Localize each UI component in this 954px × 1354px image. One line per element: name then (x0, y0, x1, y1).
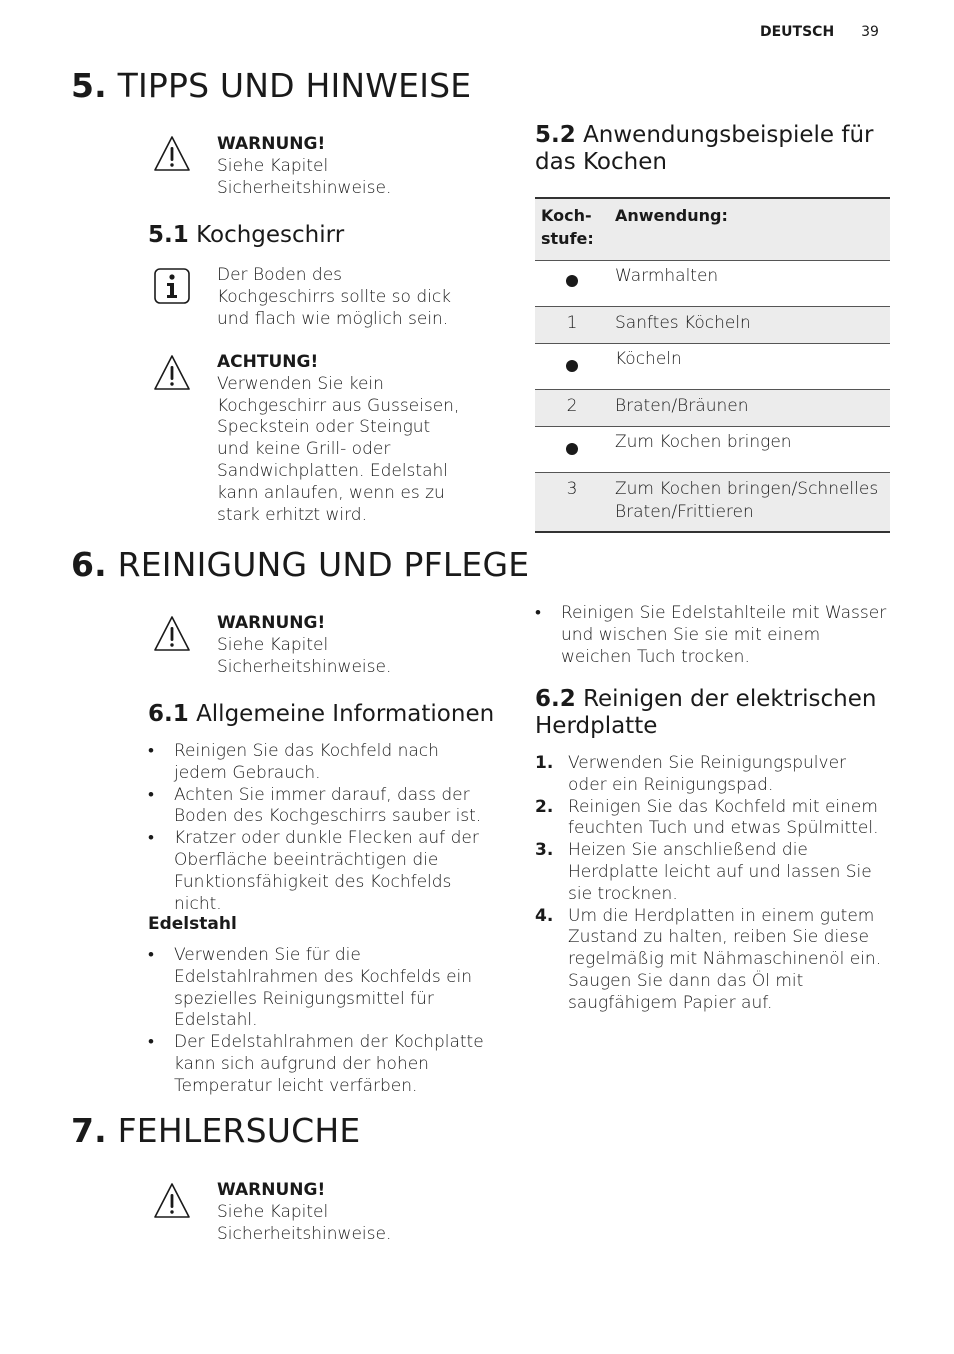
section-6-title: 6. REINIGUNG UND PFLEGE (71, 545, 530, 584)
page-header (760, 22, 890, 42)
list-item: • Verwenden Sie für die Edelstahlrahmen des Kochfelds ein spezielles Reinigungsmittel für Edelstahl. (148, 945, 493, 1032)
level-dot-icon (566, 360, 578, 372)
list-item: 2. Reinigen Sie das Kochfeld mit einem feuchten Tuch und etwas Spülmittel. (535, 796, 879, 839)
right-bullets (535, 603, 895, 668)
edelstahl-bullets (148, 945, 493, 1098)
page-number: 39 (861, 24, 879, 40)
section-5-title: 5. TIPPS UND HINWEISE (71, 66, 472, 105)
warning-box-5 (217, 134, 487, 199)
table-row: Zum Kochen bringen (535, 427, 890, 473)
list-item: 3. Heizen Sie anschließend die Herdplatte leicht auf und lassen Sie sie trocknen. (535, 840, 872, 904)
caution-box: ACHTUNG! Verwenden Sie kein Kochgeschirr aus Gusseisen, Speckstein oder Steingut und keine Grill- oder Sandwichplatten. Edelstahl kann anlaufen, wenn es zu stark erhitzt wird. (217, 352, 487, 526)
table-row: 2 Braten/Bräunen (535, 390, 890, 427)
cleaning-bullets (148, 741, 493, 915)
table-row: 3 Zum Kochen bringen/Schnelles Braten/Frittieren (535, 473, 890, 532)
table-header-level: Koch- stufe: (535, 198, 609, 261)
table-header-row (535, 198, 890, 261)
warning-text-line: Sicherheitshinweise. (217, 177, 392, 198)
warning-triangle-icon (152, 1181, 192, 1221)
subsection-5-2-title: 5.2 Anwendungsbeispiele für das Kochen (535, 122, 874, 175)
table-header-use: Anwendung: (609, 198, 890, 261)
info-icon (152, 266, 192, 306)
list-item: • Kratzer oder dunkle Flecken auf der Oberfläche beeinträchtigen die Funktionsfähigkeit des Kochfelds nicht. (148, 828, 493, 915)
level-dot-icon (566, 275, 578, 287)
list-item: 1. Verwenden Sie Reinigungspulver oder ein Reinigungspad. (535, 753, 847, 795)
list-item: • Reinigen Sie das Kochfeld nach jedem Gebrauch. (148, 741, 493, 785)
warning-box-7: WARNUNG! Siehe Kapitel Sicherheitshinweise. (217, 1180, 392, 1244)
level-dot-icon (566, 443, 578, 455)
warning-box-6: WARNUNG! Siehe Kapitel Sicherheitshinweise. (217, 613, 392, 677)
warning-label: WARNUNG! (217, 134, 326, 154)
caution-label: ACHTUNG! (217, 352, 319, 372)
warning-triangle-icon (152, 614, 192, 654)
section-7-title: 7. FEHLERSUCHE (71, 1111, 361, 1150)
cooking-table (535, 197, 890, 533)
edelstahl-heading: Edelstahl (148, 914, 237, 934)
header-language: DEUTSCH (760, 24, 835, 40)
table-row: Köcheln (535, 344, 890, 390)
table-row: 1 Sanftes Köcheln (535, 307, 890, 344)
table-row: Warmhalten (535, 261, 890, 307)
warning-text-line: Siehe Kapitel (217, 155, 329, 176)
info-text: Der Boden des Kochgeschirrs sollte so dick und flach wie möglich sein. (217, 265, 452, 329)
warning-triangle-icon (152, 134, 192, 174)
list-item: 4. Um die Herdplatten in einem gutem Zustand zu halten, reiben Sie diese regelmäßig mit Nähmaschinenöl ein. Saugen Sie dann das Öl mit saugfähigem Papier auf. (535, 905, 882, 1013)
list-item: • Der Edelstahlrahmen der Kochplatte kann sich aufgrund der hohen Temperatur leicht verfärben. (148, 1032, 493, 1097)
list-item: • Reinigen Sie Edelstahlteile mit Wasser und wischen Sie sie mit einem weichen Tuch trocken. (535, 603, 895, 668)
list-item: • Achten Sie immer darauf, dass der Boden des Kochgeschirrs sauber ist. (148, 785, 493, 829)
cleaning-steps (535, 753, 895, 1015)
subsection-6-1-title: 6.1 Allgemeine Informationen (148, 701, 495, 727)
subsection-5-1-title: 5.1 Kochgeschirr (148, 222, 345, 248)
warning-triangle-icon (152, 353, 192, 393)
subsection-6-2-title: 6.2 Reinigen der elektrischen Herdplatte (535, 686, 877, 739)
